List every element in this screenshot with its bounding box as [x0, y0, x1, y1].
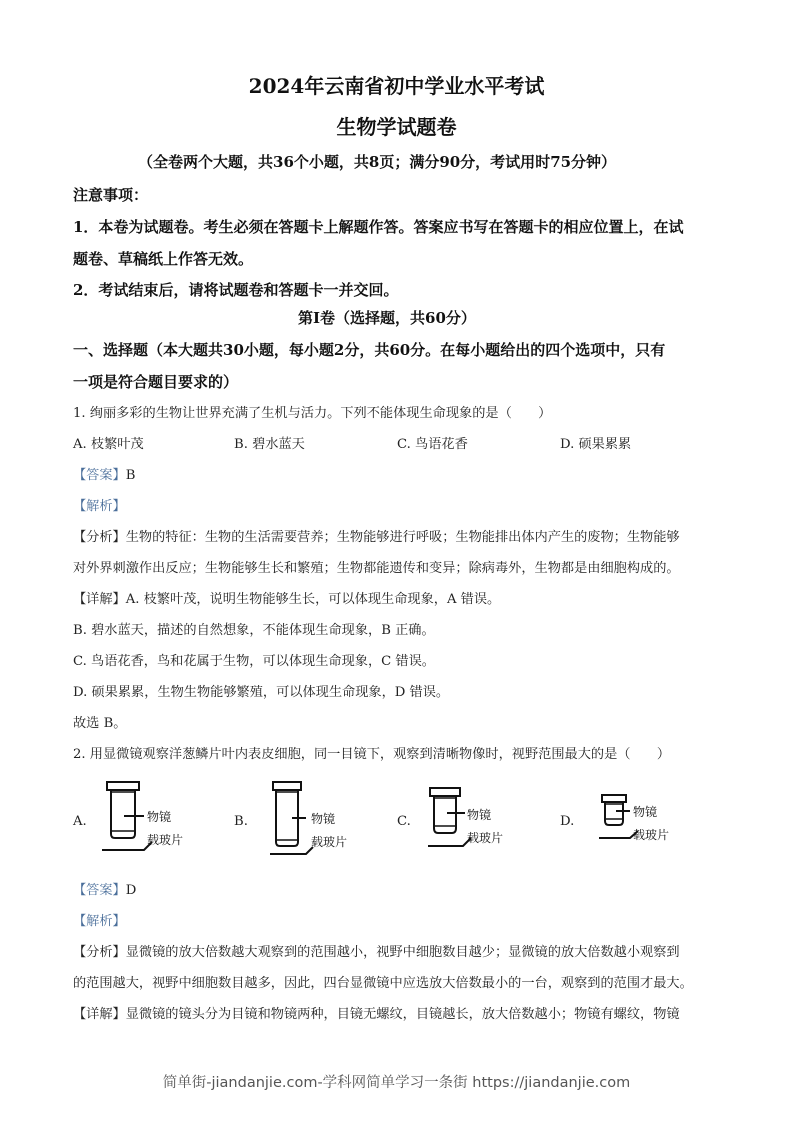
breakdown-tag: 【分析】: [73, 530, 126, 545]
section-instruction: 一、选择题（本大题共30小题，每小题2分，共60分。在每小题给出的四个选项中，只有: [73, 341, 666, 359]
question-1-detail-c: C. 鸟语花香，鸟和花属于生物，可以体现生命现象，C 错误。: [73, 654, 435, 669]
breakdown-tag: 【分析】: [73, 945, 126, 960]
notice-heading: 注意事项：: [73, 186, 149, 204]
question-1-stem: 1. 绚丽多彩的生物让世界充满了生机与活力。下列不能体现生命现象的是（ ）: [73, 406, 552, 421]
exam-info: （全卷两个大题，共36个小题，共8页；满分90分，考试用时75分钟）: [138, 153, 617, 171]
objective-label-c: 物镜: [467, 808, 492, 822]
notice-item-1-cont: 题卷、草稿纸上作答无效。: [73, 250, 254, 268]
question-1-answer: [73, 464, 135, 483]
detail-text: 显微镜的镜头分为目镜和物镜两种，目镜无螺纹，目镜越长，放大倍数越小；物镜有螺纹，物镜: [125, 1007, 680, 1022]
question-2-breakdown-cont: 的范围越大，视野中细胞数目越多，因此，四台显微镜中应选放大倍数最小的一台，观察到的范围才最大。: [73, 976, 693, 991]
slide-label-d: 载玻片: [633, 828, 670, 842]
question-1-option-a: A. 枝繁叶茂: [73, 437, 144, 452]
question-2-option-b-letter: B.: [234, 814, 248, 829]
objective-label-d: 物镜: [633, 805, 658, 819]
question-2-breakdown: [73, 941, 680, 960]
question-2-option-d-letter: D.: [560, 814, 575, 829]
question-2-stem: 2. 用显微镜观察洋葱鳞片叶内表皮细胞，同一目镜下，观察到清晰物像时，视野范围最大的是（ ）: [73, 747, 671, 762]
question-2-option-a-letter: A.: [73, 814, 87, 829]
detail-text: A. 枝繁叶茂，说明生物能够生长，可以体现生命现象，A 错误。: [125, 592, 501, 607]
question-2-analysis-tag: 【解析】: [73, 914, 126, 929]
notice-item-1: 1．本卷为试题卷。考生必须在答题卡上解题作答。答案应书写在答题卡的相应位置上，在试: [73, 218, 684, 236]
detail-tag: 【详解】: [73, 1007, 126, 1022]
slide-label-b: 载玻片: [311, 835, 348, 849]
answer-tag: 【答案】: [73, 468, 126, 483]
answer-tag: 【答案】: [73, 883, 126, 898]
objective-label-b: 物镜: [311, 812, 336, 826]
question-1-detail: [73, 588, 500, 607]
question-1-option-b: B. 碧水蓝天: [234, 437, 305, 452]
exam-title: 2024年云南省初中学业水平考试: [248, 74, 545, 98]
question-1-analysis-tag: 【解析】: [73, 499, 126, 514]
question-2-answer: [73, 879, 136, 898]
footer-watermark: 简单街-jiandanjie.com-学科网简单学习一条街 https://jiandanjie.com: [162, 1075, 631, 1091]
part1-heading: 第Ⅰ卷（选择题，共60分）: [298, 309, 476, 327]
answer-value: B: [125, 468, 136, 483]
breakdown-text: 显微镜的放大倍数越大观察到的范围越小，视野中细胞数目越少；显微镜的放大倍数越小观察到: [125, 945, 680, 960]
question-2-option-c-letter: C.: [397, 814, 411, 829]
slide-label-c: 载玻片: [467, 831, 504, 845]
section-instruction-cont: 一项是符合题目要求的）: [73, 373, 239, 391]
slide-label-a: 载玻片: [147, 833, 184, 847]
answer-value: D: [125, 883, 137, 898]
question-1-detail-b: B. 碧水蓝天，描述的自然想象，不能体现生命现象，B 正确。: [73, 623, 435, 638]
question-2-detail: [73, 1003, 680, 1022]
question-1-option-c: C. 鸟语花香: [397, 437, 468, 452]
question-1-breakdown: [73, 526, 680, 545]
question-1-conclusion: 故选 B。: [73, 716, 127, 731]
notice-item-2: 2．考试结束后，请将试题卷和答题卡一并交回。: [73, 281, 399, 299]
objective-label-a: 物镜: [147, 810, 172, 824]
breakdown-text: 生物的特征：生物的生活需要营养；生物能够进行呼吸；生物能排出体内产生的废物；生物能够: [125, 530, 680, 545]
exam-subtitle: 生物学试题卷: [336, 115, 457, 139]
question-1-breakdown-cont: 对外界刺激作出反应；生物能够生长和繁殖；生物都能遗传和变异；除病毒外，生物都是由细胞构成的。: [73, 561, 680, 576]
question-1-detail-d: D. 硕果累累，生物生物能够繁殖，可以体现生命现象，D 错误。: [73, 685, 450, 700]
detail-tag: 【详解】: [73, 592, 126, 607]
question-1-option-d: D. 硕果累累: [560, 437, 632, 452]
